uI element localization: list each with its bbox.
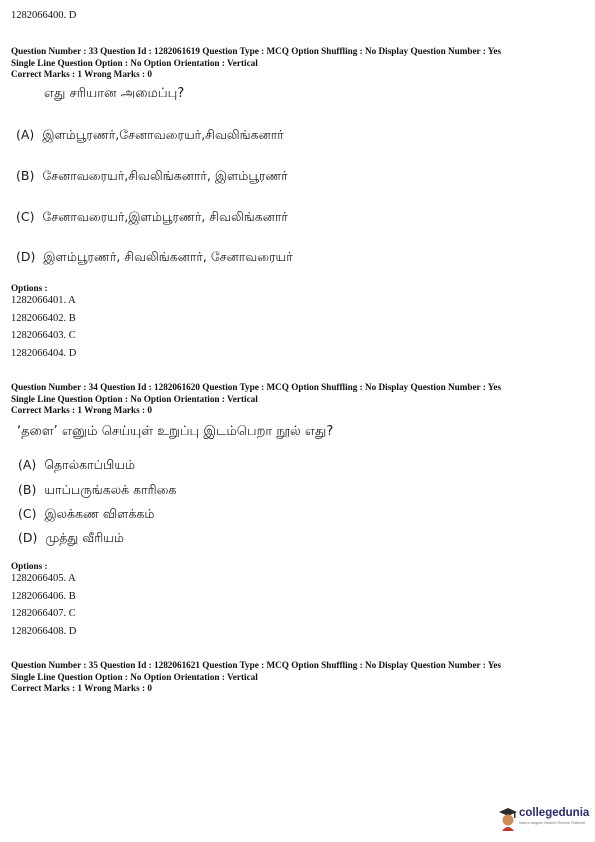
question-33-meta-line1: Question Number : 33 Question Id : 1282061619 Question Type : MCQ Option Shuffling : No Display Question Number : Yes xyxy=(11,46,502,56)
question-34-meta xyxy=(11,382,586,417)
question-33-options-heading: Options : xyxy=(11,283,48,293)
question-33-option-a xyxy=(16,127,284,144)
option-label: (A) xyxy=(18,457,37,472)
graduate-cap-icon xyxy=(497,803,519,833)
option-text: இளம்பூரணர், சிவலிங்கனார், சேனாவரையர் xyxy=(43,249,293,264)
question-33-option-c xyxy=(16,209,288,226)
question-33-stem: எது சரியான அமைப்பு? xyxy=(44,86,185,101)
question-34-stem: ‘தளை’ எனும் செய்யுள் உறுப்பு இடம்பெறா நூல் எது? xyxy=(17,424,334,439)
question-33-option-id-3: 1282066403. C xyxy=(11,330,76,341)
option-label: (C) xyxy=(16,209,35,224)
question-35-meta-line1: Question Number : 35 Question Id : 1282061621 Question Type : MCQ Option Shuffling : No Display Question Number : Yes xyxy=(11,660,502,670)
question-33-option-d xyxy=(16,249,293,266)
previous-option-id: 1282066400. D xyxy=(11,10,77,21)
question-34-option-c xyxy=(18,506,154,523)
logo-wordmark: collegedunia xyxy=(519,807,590,819)
option-text: சேனாவரையர்,சிவலிங்கனார், இளம்பூரணர் xyxy=(42,168,288,183)
question-35-meta-line3: Correct Marks : 1 Wrong Marks : 0 xyxy=(11,683,152,693)
option-label: (B) xyxy=(18,482,37,497)
question-35-meta xyxy=(11,660,586,695)
question-34-options-heading: Options : xyxy=(11,561,48,571)
option-text: சேனாவரையர்,இளம்பூரணர், சிவலிங்கனார் xyxy=(42,209,288,224)
question-34-option-d xyxy=(18,530,124,547)
question-34-option-id-3: 1282066407. C xyxy=(11,608,76,619)
option-text: யாப்பருங்கலக் காரிகை xyxy=(44,482,177,497)
question-34-option-a xyxy=(18,457,135,474)
question-34-option-b xyxy=(18,482,176,499)
option-label: (D) xyxy=(18,530,38,545)
question-33-option-id-1: 1282066401. A xyxy=(11,295,76,306)
question-33-meta-line2: Single Line Question Option : No Option Orientation : Vertical xyxy=(11,57,258,68)
question-34-option-id-2: 1282066406. B xyxy=(11,591,76,602)
question-33-meta xyxy=(11,46,586,81)
question-33-option-id-2: 1282066402. B xyxy=(11,313,76,324)
logo-tagline: India's largest Student Review Platform xyxy=(519,821,586,825)
option-text: இலக்கண விளக்கம் xyxy=(44,506,155,521)
question-33-meta-line3: Correct Marks : 1 Wrong Marks : 0 xyxy=(11,69,152,79)
option-text: இளம்பூரணர்,சேனாவரையர்,சிவலிங்கனார் xyxy=(42,127,284,142)
question-34-meta-line1: Question Number : 34 Question Id : 1282061620 Question Type : MCQ Option Shuffling : No Display Question Number : Yes xyxy=(11,382,502,392)
option-text: முத்து வீரியம் xyxy=(45,530,124,545)
option-label: (A) xyxy=(16,127,35,142)
question-34-option-id-1: 1282066405. A xyxy=(11,573,76,584)
collegedunia-logo xyxy=(497,803,589,835)
question-34-meta-line3: Correct Marks : 1 Wrong Marks : 0 xyxy=(11,405,152,415)
option-label: (C) xyxy=(18,506,37,521)
question-35-meta-line2: Single Line Question Option : No Option Orientation : Vertical xyxy=(11,671,258,682)
question-34-meta-line2: Single Line Question Option : No Option Orientation : Vertical xyxy=(11,393,258,404)
option-text: தொல்காப்பியம் xyxy=(44,457,136,472)
option-label: (B) xyxy=(16,168,35,183)
option-label: (D) xyxy=(16,249,36,264)
question-34-option-id-4: 1282066408. D xyxy=(11,626,77,637)
question-33-option-id-4: 1282066404. D xyxy=(11,348,77,359)
question-33-option-b xyxy=(16,168,288,185)
